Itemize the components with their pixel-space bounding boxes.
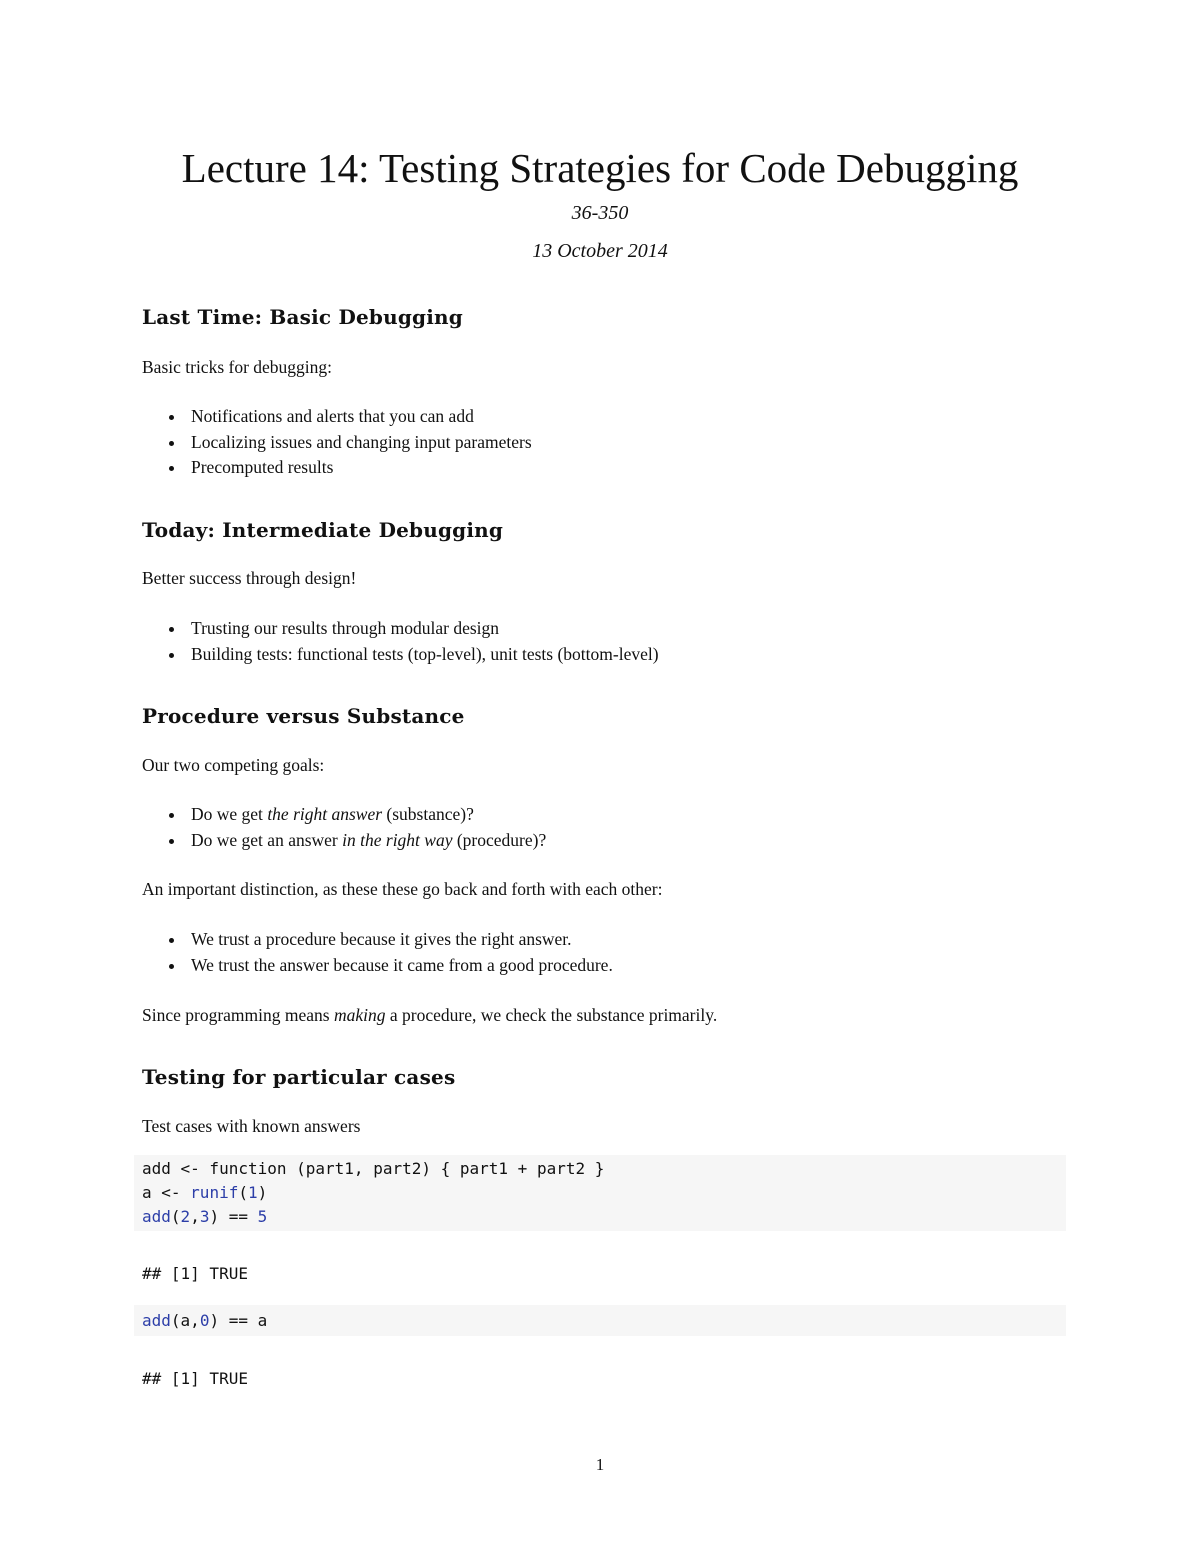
bullet-icon — [169, 813, 174, 818]
course-number: 36-350 — [571, 202, 629, 224]
bullet-icon — [169, 839, 174, 844]
bullet-icon — [169, 964, 174, 969]
last-time-intro: Basic tricks for debugging: — [142, 357, 333, 377]
code-block — [134, 1305, 1066, 1336]
procedure-intro: Our two competing goals: — [142, 755, 325, 775]
lecture-date: 13 October 2014 — [532, 240, 668, 262]
since-paragraph: Since programming means making a procedure, we check the substance primarily. — [142, 1005, 718, 1025]
code-line: add(2,3) == 5 — [142, 1207, 268, 1226]
goals-list — [142, 802, 546, 853]
testing-intro: Test cases with known answers — [142, 1116, 361, 1136]
list-item: Localizing issues and changing input parameters — [142, 430, 532, 456]
bullet-icon — [169, 938, 174, 943]
code-output: ## [1] TRUE — [142, 1369, 248, 1388]
list-item: Building tests: functional tests (top-level), unit tests (bottom-level) — [142, 642, 659, 668]
section-heading-testing: Testing for particular cases — [142, 1065, 456, 1089]
section-heading-procedure: Procedure versus Substance — [142, 704, 465, 728]
bullet-icon — [169, 441, 174, 446]
last-time-list — [142, 404, 532, 481]
distinction-paragraph: An important distinction, as these these go back and forth with each other: — [142, 879, 663, 899]
today-intro: Better success through design! — [142, 568, 357, 588]
bullet-icon — [169, 627, 174, 632]
bullet-icon — [169, 466, 174, 471]
list-item: Trusting our results through modular design — [142, 616, 659, 642]
list-item: Precomputed results — [142, 455, 532, 481]
list-item: Notifications and alerts that you can add — [142, 404, 532, 430]
page-title: Lecture 14: Testing Strategies for Code Debugging — [181, 145, 1019, 191]
list-item: Do we get the right answer (substance)? — [142, 802, 546, 828]
section-heading-last-time: Last Time: Basic Debugging — [142, 305, 463, 329]
code-line: add <- function (part1, part2) { part1 + part2 } — [142, 1159, 605, 1178]
code-line: a <- runif(1) — [142, 1183, 268, 1202]
list-item: Do we get an answer in the right way (procedure)? — [142, 828, 546, 854]
page-number: 1 — [595, 1455, 605, 1474]
trust-list — [142, 927, 613, 978]
today-list — [142, 616, 659, 667]
code-block — [134, 1155, 1066, 1231]
code-line: add(a,0) == a — [142, 1311, 268, 1330]
code-output: ## [1] TRUE — [142, 1264, 248, 1283]
list-item: We trust the answer because it came from a good procedure. — [142, 953, 613, 979]
bullet-icon — [169, 653, 174, 658]
section-heading-today: Today: Intermediate Debugging — [142, 518, 504, 542]
list-item: We trust a procedure because it gives the right answer. — [142, 927, 613, 953]
bullet-icon — [169, 415, 174, 420]
